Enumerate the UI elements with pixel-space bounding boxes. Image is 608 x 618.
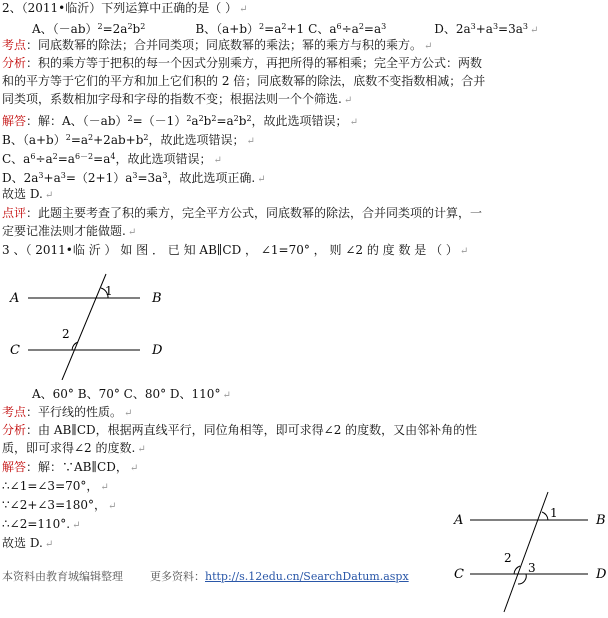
q3-fenxi-2: 质，即可求得∠2 的度数. ↵ [2,441,146,455]
q2-jieda-4: D、$2a^3+a^3=(2+1)a^3=3a^3$，故此选项正确. ↵ [2,171,266,185]
q2-fenxi-1: 分析：积的乘方等于把积的每一个因式分别乘方，再把所得的幂相乘；完全平方公式：两数 [2,56,483,70]
angle-1-arc [542,512,548,520]
q2-dianping-2: 定要记准法则才能做题. ↵ [2,224,137,238]
q3-step-1: ∴∠1=∠3=70°， ↵ [2,479,109,493]
label-angle-1: 1 [550,506,558,520]
angle-3-arc [518,574,526,584]
q2-guxuan: 故选 D. ↵ [2,187,54,201]
label-c: C [10,343,20,358]
q3-jieda-1: 解答：解：∵AB∥CD， ↵ [2,460,139,474]
q2-fenxi-3: 同类项，系数相加字母和字母的指数不变；根据法则一个个筛选. ↵ [2,92,353,106]
q3-step-3: ∴∠2=110°. ↵ [2,517,81,531]
label-c: C [454,567,464,582]
footer-source: 本资料由教育城编辑整理 [2,570,123,583]
footer-more-label: 更多资料： [150,570,205,583]
label-angle-2: 2 [62,327,70,341]
label-angle-1: 1 [105,284,113,298]
label-b: B [152,291,162,306]
q3-options: A、60° B、70° C、80° D、110° ↵ [32,387,231,401]
q2-options: A、$(-ab)^2=2a^2b^2$ B、$(a+b)^2=a^2+1$ C、$a^6\div a^2=a^3$ D、$2a^3+a^3=3a^3$ ↵ [32,22,539,36]
q2-jieda-3: C、$a^6\div a^2=a^{6-2}=a^4$，故此选项错误； ↵ [2,152,222,166]
footer-link[interactable]: http://s.12edu.cn/SearchDatum.aspx [205,570,409,583]
q2-fenxi-2: 和的平方等于它们的平方和加上它们积的 2 倍；同底数幂的除法，底数不变指数相减；合并 [2,74,486,88]
figure-1 [0,262,200,380]
label-angle-2: 2 [504,551,512,565]
q2-stem: 2、（2011•临沂）下列运算中正确的是（ ） ↵ [2,1,248,15]
figure-2 [448,488,608,614]
label-angle-3: 3 [528,561,536,575]
q3-fenxi-1: 分析：由 AB∥CD，根据两直线平行，同位角相等，即可求得∠2 的度数，又由邻补角的性 [2,423,478,437]
q3-step-2: ∵∠2+∠3=180°， ↵ [2,498,117,512]
q3-stem: 3 、（ 2011•临 沂 ） 如 图 ． 已 知 AB∥CD ， ∠1=70° ， 则 ∠2 的 度 数 是 （ ） ↵ [2,243,469,257]
label-d: D [596,567,607,582]
q3-kaodian: 考点：平行线的性质。 ↵ [2,405,133,419]
q2-jieda-1: 解答：解：A、$(-ab)^2=(-1)^2a^2b^2=a^2b^2$，故此选项错误； ↵ [2,114,358,128]
label-a: A [454,513,464,528]
label-d: D [152,343,163,358]
q2-kaodian: 考点：同底数幂的除法；合并同类项；同底数幂的乘法；幂的乘方与积的乘方。 ↵ [2,38,433,52]
footer [2,568,409,584]
label-b: B [596,513,606,528]
q3-guxuan: 故选 D. ↵ [2,536,54,550]
q2-jieda-2: B、$(a+b)^2=a^2+2ab+b^2$，故此选项错误； ↵ [2,133,255,147]
q2-dianping-1: 点评：此题主要考查了积的乘方，完全平方公式，同底数幂的除法，合并同类项的计算，一 [2,206,483,220]
label-a: A [10,291,20,306]
